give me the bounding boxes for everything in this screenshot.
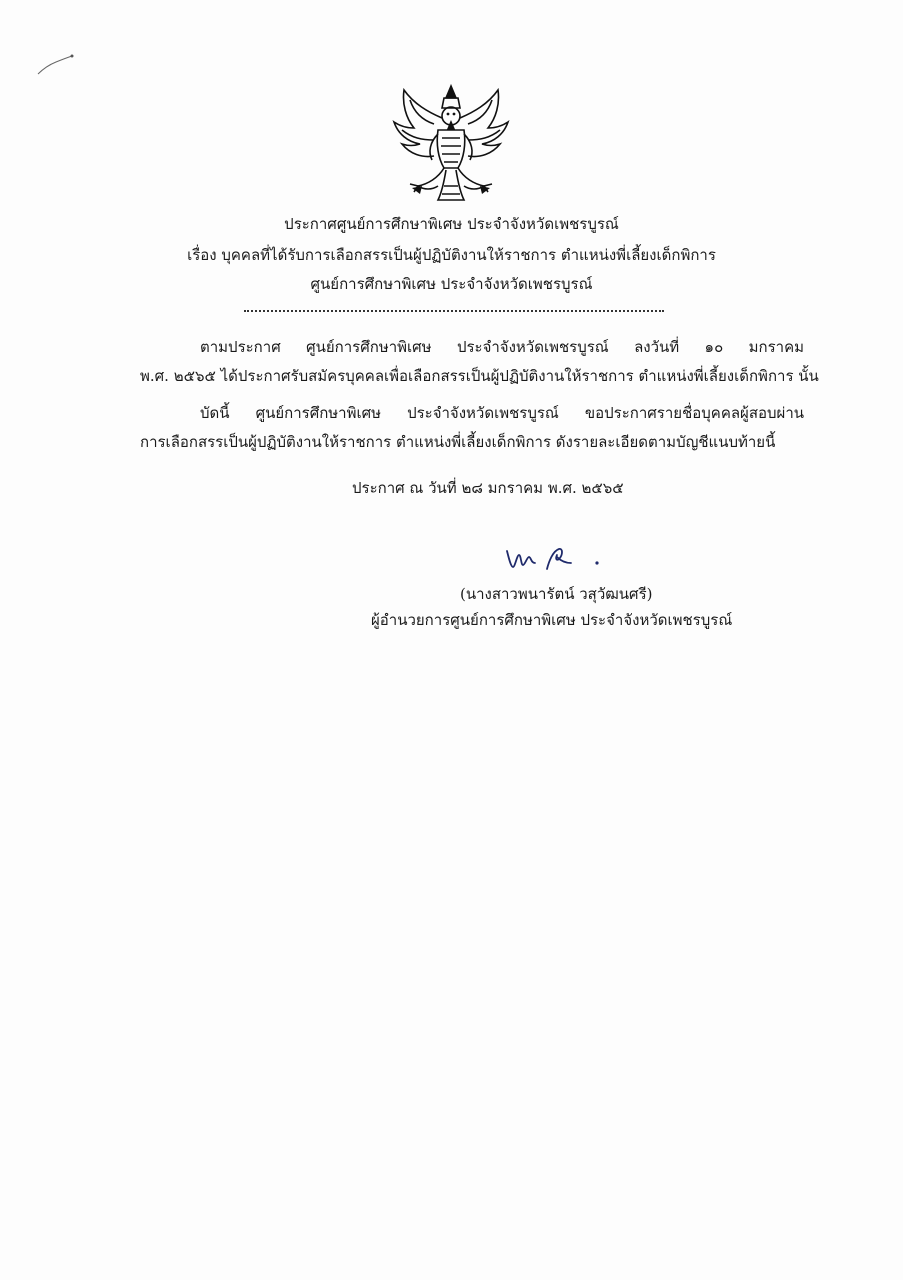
signatory-title: ผู้อำนวยการศูนย์การศึกษาพิเศษ ประจำจังหวัดเพชรบูรณ์ <box>371 611 733 629</box>
announcement-organization: ศูนย์การศึกษาพิเศษ ประจำจังหวัดเพชรบูรณ์ <box>310 275 593 293</box>
paragraph-1-line-1: ตามประกาศ ศูนย์การศึกษาพิเศษ ประจำจังหวัดเพชรบูรณ์ ลงวันที่ ๑๐ มกราคม <box>200 338 804 356</box>
signatory-name: (นางสาวพนารัตน์ วสุวัฒนศรี) <box>460 585 653 603</box>
paragraph-1-line-2: พ.ศ. ๒๕๖๕ ได้ประกาศรับสมัครบุคคลเพื่อเลือกสรรเป็นผู้ปฏิบัติงานให้ราชการ ตำแหน่งพี่เลี้ยงเด็กพิการ นั้น <box>140 367 819 385</box>
paragraph-2-line-2: การเลือกสรรเป็นผู้ปฏิบัติงานให้ราชการ ตำแหน่งพี่เลี้ยงเด็กพิการ ดังรายละเอียดตามบัญชีแนบท้ายนี้ <box>140 433 776 451</box>
announcement-date: ประกาศ ณ วันที่ ๒๘ มกราคม พ.ศ. ๒๕๖๕ <box>352 479 624 497</box>
dotted-separator <box>244 310 664 312</box>
announcement-subject: เรื่อง บุคคลที่ได้รับการเลือกสรรเป็นผู้ปฏิบัติงานให้ราชการ ตำแหน่งพี่เลี้ยงเด็กพิการ <box>187 246 716 264</box>
scan-speck-mark <box>36 52 76 78</box>
announcement-heading: ประกาศศูนย์การศึกษาพิเศษ ประจำจังหวัดเพชรบูรณ์ <box>284 215 619 233</box>
handwritten-signature <box>505 545 605 575</box>
paragraph-2-line-1: บัดนี้ ศูนย์การศึกษาพิเศษ ประจำจังหวัดเพชรบูรณ์ ขอประกาศรายชื่อบุคคลผู้สอบผ่าน <box>200 404 804 422</box>
garuda-emblem-icon <box>388 82 514 204</box>
